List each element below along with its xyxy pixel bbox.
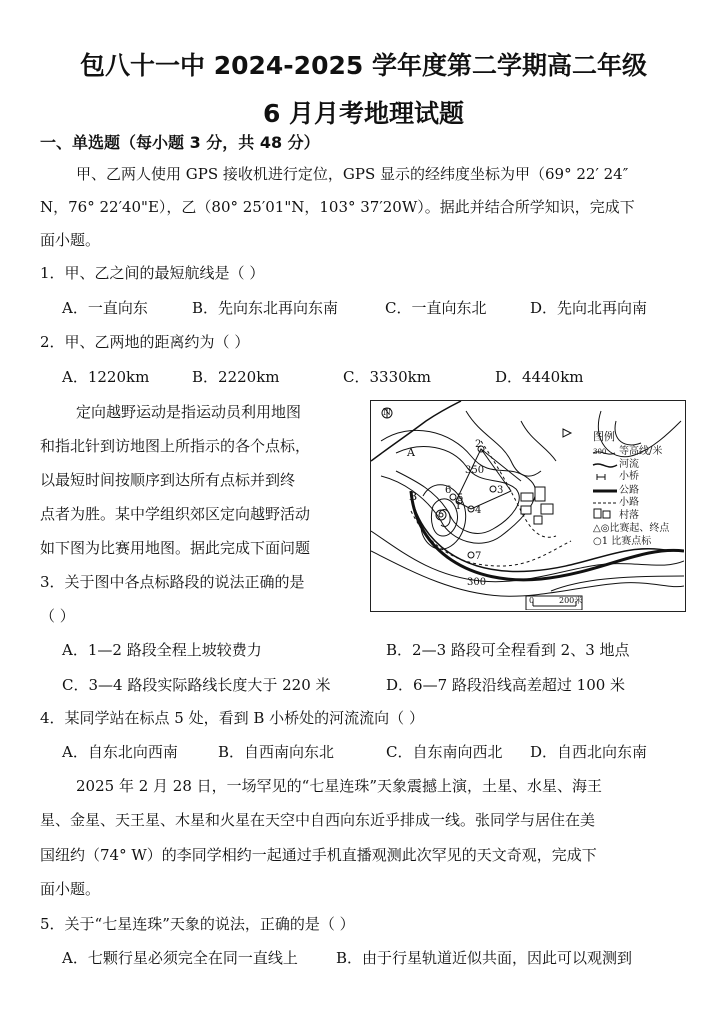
intro3-line4: 面小题。 xyxy=(40,880,101,898)
scale-200m: 200米 xyxy=(559,596,583,605)
intro2-line5: 如下图为比赛用地图。据此完成下面问题 xyxy=(40,539,311,557)
q4-option-a: A．自东北向西南 xyxy=(62,743,178,761)
q1-option-b: B．先向东北再向东南 xyxy=(192,299,339,317)
q4-option-d: D．自西北向东南 xyxy=(530,743,648,761)
q3-stem: 3．关于图中各点标路段的说法正确的是 xyxy=(40,573,305,591)
legend-village: 村落 xyxy=(619,510,639,521)
legend-start-end: △◎比赛起、终点 xyxy=(593,523,670,534)
checkpoint-1: 1 xyxy=(455,501,462,512)
map-label-a: A xyxy=(407,446,415,459)
intro2-line4: 点者为胜。某中学组织郊区定向越野活动 xyxy=(40,505,311,523)
contour-label-350: 350 xyxy=(465,465,485,476)
legend-road: 公路 xyxy=(619,485,639,496)
q3-option-b: B．2—3 路段可全程看到 2、3 地点 xyxy=(386,641,630,659)
q1-stem: 1．甲、乙之间的最短航线是（ ） xyxy=(40,264,265,282)
exam-title-line1: 包八十一中 2024-2025 学年度第二学期高二年级 xyxy=(80,51,647,80)
q2-stem: 2．甲、乙两地的距离约为（ ） xyxy=(40,333,250,351)
scale-zero: 0 xyxy=(529,596,535,605)
q2-option-d: D．4440km xyxy=(495,368,584,386)
checkpoint-5: 5 xyxy=(457,493,464,504)
checkpoint-7: 7 xyxy=(475,551,482,562)
q3-option-a: A．1—2 路段全程上坡较费力 xyxy=(62,641,262,659)
exam-title-line2: 6 月月考地理试题 xyxy=(262,99,465,128)
intro1-line2: N，76° 22′40"E），乙（80° 25′01"N，103° 37′20W）。据此并结合所学知识，完成下 xyxy=(40,198,635,216)
orienteering-map xyxy=(370,400,686,612)
legend-river: 河流 xyxy=(619,459,639,470)
intro2-line2: 和指北针到访地图上所指示的各个点标， xyxy=(40,437,311,455)
legend-title: 图例 xyxy=(593,430,615,443)
intro2-line3: 以最短时间按顺序到达所有点标并到终 xyxy=(40,471,296,489)
q5-option-b: B．由于行星轨道近似共面，因此可以观测到 xyxy=(336,949,633,967)
q3-option-c: C．3—4 路段实际路线长度大于 220 米 xyxy=(62,676,331,694)
checkpoint-3: 3 xyxy=(497,485,504,496)
q4-option-b: B．自西南向东北 xyxy=(218,743,335,761)
q5-option-a: A．七颗行星必须完全在同一直线上 xyxy=(62,949,298,967)
q5-stem: 5．关于“七星连珠”天象的说法，正确的是（ ） xyxy=(40,915,355,933)
contour-label-300: 300 xyxy=(467,577,487,588)
q1-option-c: C．一直向东北 xyxy=(385,299,487,317)
checkpoint-4: 4 xyxy=(475,505,482,516)
checkpoint-6: 6 xyxy=(445,485,452,496)
legend-bridge: 小桥 xyxy=(619,471,639,482)
intro2-line1: 定向越野运动是指运动员利用地图 xyxy=(76,403,302,421)
checkpoint-2: 2 xyxy=(475,439,482,450)
legend-checkpoint: ○1 比赛点标 xyxy=(593,536,652,547)
intro1-line3: 面小题。 xyxy=(40,231,101,249)
q1-option-d: D．先向北再向南 xyxy=(530,299,648,317)
legend-path: 小路 xyxy=(619,497,639,508)
intro3-line1: 2025 年 2 月 28 日，一场罕见的“七星连珠”天象震撼上演，土星、水星、海王 xyxy=(76,777,602,795)
north-arrow-label: N xyxy=(383,408,391,418)
q2-option-b: B．2220km xyxy=(192,368,280,386)
q3-option-d: D．6—7 路段沿线高差超过 100 米 xyxy=(386,676,626,694)
q2-option-c: C．3330km xyxy=(343,368,431,386)
section-heading: 一、单选题（每小题 3 分，共 48 分） xyxy=(40,133,320,152)
q1-option-a: A．一直向东 xyxy=(62,299,148,317)
legend-contour-value: 300 xyxy=(593,448,607,456)
q4-stem: 4．某同学站在标点 5 处，看到 B 小桥处的河流流向（ ） xyxy=(40,709,424,727)
map-label-b: B xyxy=(409,490,418,503)
intro1-line1: 甲、乙两人使用 GPS 接收机进行定位，GPS 显示的经纬度坐标为甲（69° 22′ 24″ xyxy=(76,165,629,183)
q3-blank: （ ） xyxy=(40,607,75,625)
intro3-line2: 星、金星、天王星、木星和火星在天空中自西向东近乎排成一线。张同学与居住在美 xyxy=(40,811,596,829)
intro3-line3: 国纽约（74° W）的李同学相约一起通过手机直播观测此次罕见的天文奇观，完成下 xyxy=(40,846,597,864)
q4-option-c: C．自东南向西北 xyxy=(386,743,503,761)
q2-option-a: A．1220km xyxy=(62,368,150,386)
legend-contour: 等高线/米 xyxy=(619,446,663,457)
